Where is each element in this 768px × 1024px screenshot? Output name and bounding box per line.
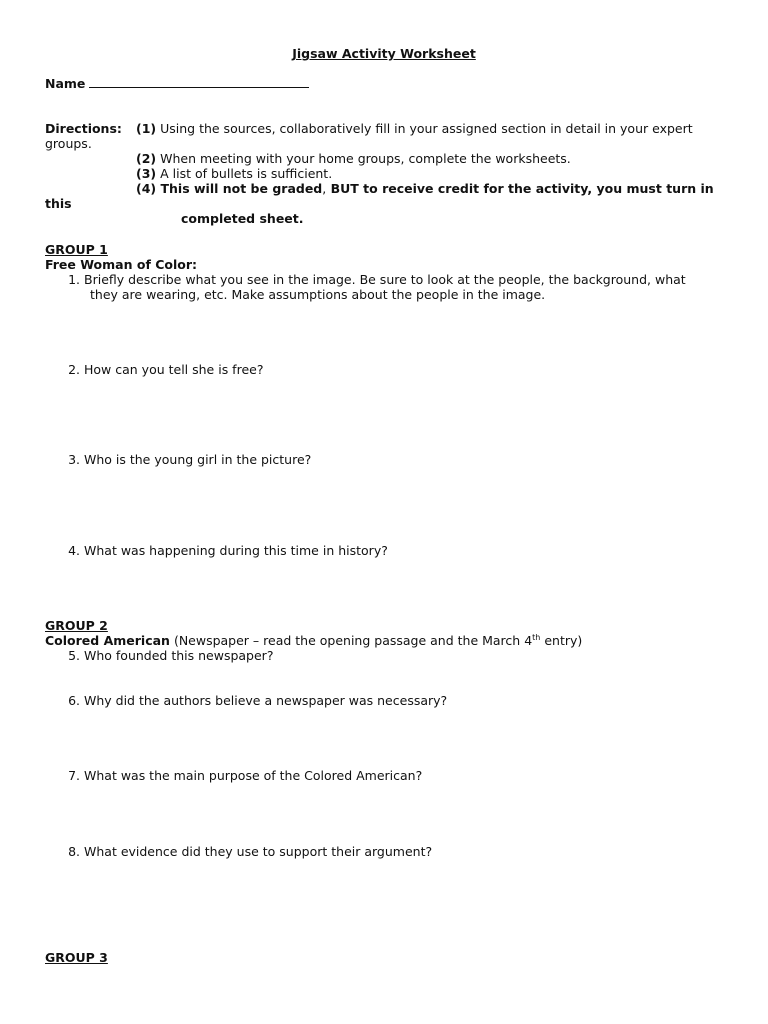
direction-2	[136, 151, 571, 166]
name-blank[interactable]	[89, 76, 309, 88]
direction-2-number: (2)	[136, 151, 157, 166]
direction-4-text-a: This will not be graded	[160, 181, 323, 196]
group-2-heading: GROUP 2	[45, 618, 108, 633]
question-7-text: What was the main purpose of the Colored American?	[84, 768, 423, 783]
direction-1	[136, 121, 693, 136]
direction-2-text: When meeting with your home groups, complete the worksheets.	[160, 151, 571, 166]
question-6-text: Why did the authors believe a newspaper was necessary?	[84, 693, 448, 708]
group-3-heading: GROUP 3	[45, 950, 108, 965]
question-4-text: What was happening during this time in history?	[84, 543, 388, 558]
direction-4-comma: ,	[322, 181, 327, 196]
question-1-wrap: they are wearing, etc. Make assumptions about the people in the image.	[90, 287, 546, 302]
name-field[interactable]	[45, 76, 309, 91]
question-6	[60, 693, 447, 708]
group-2-subtitle: Colored American	[45, 633, 170, 648]
question-7-number: 7.	[68, 768, 80, 783]
group-1-heading: GROUP 1	[45, 242, 108, 257]
question-8-text: What evidence did they use to support their argument?	[84, 844, 433, 859]
question-5	[60, 648, 273, 663]
group-1-subtitle: Free Woman of Color:	[45, 257, 198, 272]
group-2-note: (Newspaper – read the opening passage and the March 4	[173, 633, 533, 648]
page-title: Jigsaw Activity Worksheet	[292, 46, 476, 61]
question-5-text: Who founded this newspaper?	[84, 648, 274, 663]
question-3-number: 3.	[68, 452, 80, 467]
question-2-number: 2.	[68, 362, 80, 377]
direction-3-number: (3)	[136, 166, 157, 181]
question-2-text: How can you tell she is free?	[84, 362, 264, 377]
question-6-number: 6.	[68, 693, 80, 708]
direction-1-number: (1)	[136, 121, 157, 136]
direction-3	[136, 166, 332, 181]
directions-label: Directions:	[45, 121, 122, 136]
direction-4-text-b: BUT to receive credit for the activity, you must turn in	[330, 181, 714, 196]
question-7	[60, 768, 422, 783]
question-5-number: 5.	[68, 648, 80, 663]
question-3	[60, 452, 311, 467]
group-2-subtitle-line	[45, 633, 582, 648]
group-2-note-end: entry)	[544, 633, 583, 648]
question-8	[60, 844, 432, 859]
question-3-text: Who is the young girl in the picture?	[84, 452, 312, 467]
direction-1-text: Using the sources, collaboratively fill in your assigned section in detail in your expert	[160, 121, 693, 136]
direction-4-end: completed sheet.	[181, 211, 304, 226]
question-4	[60, 543, 388, 558]
direction-4-number: (4)	[136, 181, 157, 196]
direction-1-wrap: groups.	[45, 136, 92, 151]
question-8-number: 8.	[68, 844, 80, 859]
name-label: Name	[45, 76, 86, 91]
question-4-number: 4.	[68, 543, 80, 558]
question-1-text: Briefly describe what you see in the image. Be sure to look at the people, the background, what	[84, 272, 686, 287]
group-2-note-superscript: th	[532, 632, 541, 642]
question-1	[60, 272, 686, 287]
direction-3-text: A list of bullets is sufficient.	[160, 166, 333, 181]
question-2	[60, 362, 263, 377]
direction-4-wrap: this	[45, 196, 72, 211]
question-1-number: 1.	[68, 272, 80, 287]
direction-4	[136, 181, 714, 196]
